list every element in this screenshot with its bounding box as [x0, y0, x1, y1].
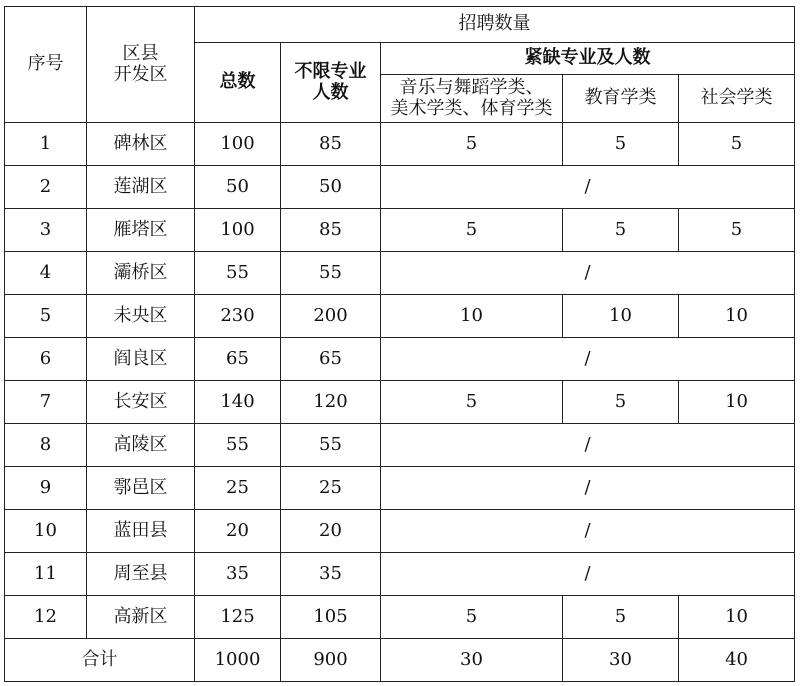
row-edu: 5 [563, 596, 679, 639]
row-unlimited: 55 [281, 252, 381, 295]
table-row [5, 596, 795, 639]
row-total: 35 [195, 553, 281, 596]
summary-total: 1000 [195, 639, 281, 682]
row-seq: 6 [5, 338, 87, 381]
category-edu-header: 教育学类 [563, 75, 679, 123]
row-district: 高新区 [87, 596, 195, 639]
row-total: 20 [195, 510, 281, 553]
summary-social: 40 [679, 639, 795, 682]
row-art: 5 [381, 123, 563, 166]
row-seq: 9 [5, 467, 87, 510]
row-no-shortage: / [381, 510, 795, 553]
row-unlimited: 50 [281, 166, 381, 209]
row-total: 140 [195, 381, 281, 424]
row-district: 高陵区 [87, 424, 195, 467]
row-district: 蓝田县 [87, 510, 195, 553]
row-seq: 8 [5, 424, 87, 467]
district-header-line1: 区县 [122, 42, 159, 64]
summary-art: 30 [381, 639, 563, 682]
row-total: 25 [195, 467, 281, 510]
row-total: 65 [195, 338, 281, 381]
row-seq: 3 [5, 209, 87, 252]
row-social: 10 [679, 596, 795, 639]
category-art-line2: 美术学类、体育学类 [390, 97, 553, 119]
row-total: 100 [195, 209, 281, 252]
summary-edu: 30 [563, 639, 679, 682]
table-body [5, 123, 795, 639]
row-no-shortage: / [381, 553, 795, 596]
unlimited-header-line1: 不限专业 [294, 60, 367, 82]
row-unlimited: 120 [281, 381, 381, 424]
row-art: 5 [381, 596, 563, 639]
row-seq: 4 [5, 252, 87, 295]
row-district: 雁塔区 [87, 209, 195, 252]
row-total: 55 [195, 424, 281, 467]
row-seq: 7 [5, 381, 87, 424]
table-row [5, 166, 795, 209]
row-edu: 5 [563, 123, 679, 166]
row-total: 100 [195, 123, 281, 166]
row-no-shortage: / [381, 467, 795, 510]
row-district: 周至县 [87, 553, 195, 596]
row-seq: 2 [5, 166, 87, 209]
seq-header: 序号 [5, 7, 87, 123]
shortage-header: 紧缺专业及人数 [381, 43, 795, 75]
row-total: 125 [195, 596, 281, 639]
row-edu: 5 [563, 209, 679, 252]
row-social: 10 [679, 295, 795, 338]
row-social: 10 [679, 381, 795, 424]
table-row [5, 467, 795, 510]
table-row [5, 553, 795, 596]
row-unlimited: 65 [281, 338, 381, 381]
row-total: 50 [195, 166, 281, 209]
row-total: 55 [195, 252, 281, 295]
row-seq: 1 [5, 123, 87, 166]
row-no-shortage: / [381, 338, 795, 381]
district-header-line2: 开发区 [113, 63, 168, 85]
unlimited-header [281, 43, 381, 123]
table-row [5, 338, 795, 381]
row-social: 5 [679, 123, 795, 166]
row-edu: 5 [563, 381, 679, 424]
row-unlimited: 105 [281, 596, 381, 639]
header-row-1 [5, 7, 795, 43]
row-seq: 10 [5, 510, 87, 553]
table-row [5, 381, 795, 424]
row-seq: 11 [5, 553, 87, 596]
row-district: 莲湖区 [87, 166, 195, 209]
category-social-header: 社会学类 [679, 75, 795, 123]
recruit-count-header: 招聘数量 [195, 7, 795, 43]
row-seq: 12 [5, 596, 87, 639]
row-no-shortage: / [381, 424, 795, 467]
category-art-line1: 音乐与舞蹈学类、 [399, 76, 544, 98]
table-row [5, 510, 795, 553]
row-art: 5 [381, 209, 563, 252]
table-row [5, 123, 795, 166]
row-district: 阎良区 [87, 338, 195, 381]
summary-row [5, 639, 795, 682]
row-unlimited: 85 [281, 123, 381, 166]
row-district: 灞桥区 [87, 252, 195, 295]
table-row [5, 424, 795, 467]
district-header [87, 7, 195, 123]
row-no-shortage: / [381, 166, 795, 209]
row-edu: 10 [563, 295, 679, 338]
table-row [5, 252, 795, 295]
row-district: 碑林区 [87, 123, 195, 166]
row-art: 10 [381, 295, 563, 338]
total-header: 总数 [195, 43, 281, 123]
row-unlimited: 200 [281, 295, 381, 338]
row-total: 230 [195, 295, 281, 338]
row-district: 未央区 [87, 295, 195, 338]
row-district: 长安区 [87, 381, 195, 424]
summary-label: 合计 [5, 639, 195, 682]
row-unlimited: 55 [281, 424, 381, 467]
row-seq: 5 [5, 295, 87, 338]
category-art-header [381, 75, 563, 123]
row-district: 鄠邑区 [87, 467, 195, 510]
row-unlimited: 85 [281, 209, 381, 252]
row-social: 5 [679, 209, 795, 252]
row-unlimited: 20 [281, 510, 381, 553]
row-art: 5 [381, 381, 563, 424]
recruitment-table [4, 6, 795, 682]
table-row [5, 209, 795, 252]
table-row [5, 295, 795, 338]
summary-unlimited: 900 [281, 639, 381, 682]
unlimited-header-line2: 人数 [312, 81, 349, 103]
row-no-shortage: / [381, 252, 795, 295]
row-unlimited: 25 [281, 467, 381, 510]
row-unlimited: 35 [281, 553, 381, 596]
